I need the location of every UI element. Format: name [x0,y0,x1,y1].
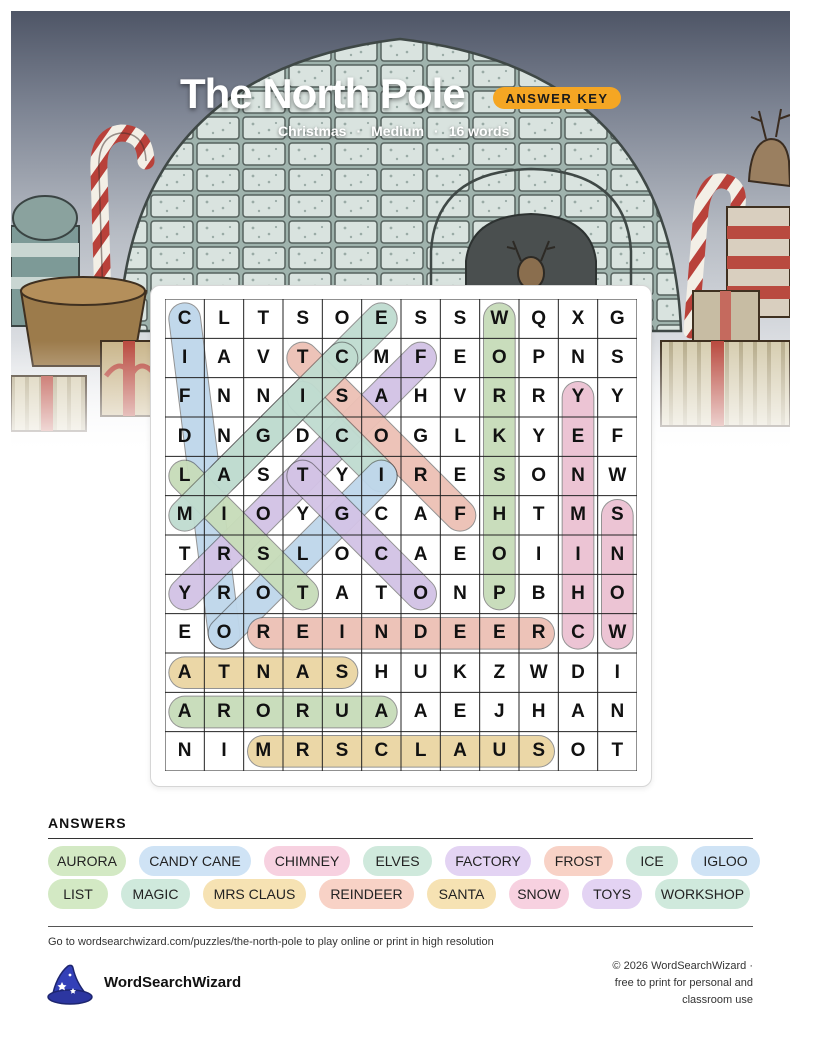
grid-cell: S [492,464,506,486]
grid-cell: E [453,700,467,722]
grid-cell: W [529,661,548,683]
grid-cell: W [490,307,509,329]
grid-cell: E [453,622,467,644]
grid-cell: A [413,504,428,526]
grid-cell: I [378,464,384,486]
grid-cell: N [217,386,231,408]
grid-cell: S [335,740,349,762]
grid-cell: A [571,700,585,722]
grid-cell: N [217,425,231,447]
grid-cell: Q [531,307,547,329]
word-search-grid [165,299,637,771]
grid-cell: L [414,740,427,762]
grid-cell: B [531,582,546,604]
grid-cell: R [256,622,271,644]
grid-cell: M [255,740,272,762]
grid-cell: S [335,386,349,408]
grid-cell: N [453,582,467,604]
grid-cell: I [182,346,188,368]
grid-cell: N [571,346,585,368]
grid-cell: S [256,543,270,565]
category-label: Christmas [278,123,347,139]
grid-cell: A [453,740,467,762]
grid-cell: E [453,464,467,486]
grid-cell: M [373,346,390,368]
grid-cell: R [492,386,507,408]
grid-cell: O [334,543,350,565]
grid-cell: O [334,307,350,329]
grid-cell: Y [571,386,585,408]
answer-chip: WORKSHOP [655,879,750,909]
grid-cell: U [413,661,428,683]
grid-cell: V [453,386,467,408]
grid-cell: E [178,622,191,644]
grid-cell: Y [178,582,191,604]
answer-chip: MRS CLAUS [203,879,306,909]
grid-cell: M [570,504,586,526]
divider [48,838,753,839]
grid-cell: N [610,543,625,565]
grid-cell: L [178,464,191,486]
answer-chip: ELVES [363,846,432,876]
grid-cell: N [610,700,625,722]
grid-cell: F [611,425,624,447]
grid-cell: R [295,700,310,722]
grid-cell: O [491,346,507,368]
answer-chip: ICE [626,846,678,876]
answer-chip: SNOW [509,879,569,909]
grid-cell: G [255,425,271,447]
grid-cell: S [296,307,309,329]
grid-cell: C [374,543,389,565]
grid-cell: I [339,622,345,644]
answer-chip: CANDY CANE [139,846,251,876]
grid-cell: N [571,464,585,486]
answer-chip: REINDEER [319,879,414,909]
grid-cell: D [571,661,585,683]
grid-cell: T [296,346,309,368]
grid-cell: O [491,543,507,565]
grid-cell: K [453,661,467,683]
grid-cell: N [374,622,389,644]
grid-cell: C [335,425,349,447]
grid-cell: R [295,740,310,762]
grid-cell: O [216,622,232,644]
grid-cell: C [571,622,585,644]
grid-cell: W [608,622,627,644]
grid-cell: T [375,582,388,604]
answer-chip: FACTORY [445,846,531,876]
grid-cell: U [335,700,349,722]
grid-cell: A [413,700,428,722]
grid-cell: O [255,504,271,526]
grid-cell: O [255,700,271,722]
grid-cell: C [177,307,192,329]
answer-chip: SANTA [427,879,496,909]
grid-cell: M [176,504,193,526]
grid-cell: C [374,740,389,762]
grid-cell: T [611,740,624,762]
grid-cell: I [614,661,620,683]
grid-cell: K [492,425,507,447]
grid-cell: F [454,504,466,526]
play-online-text: Go to wordsearchwizard.com/puzzles/the-north-pole to play online or print in high resolution [48,936,494,948]
meta-separator: · [356,123,362,139]
grid-cell: T [178,543,191,565]
grid-cell: S [414,307,427,329]
wizard-hat-icon [46,962,94,1006]
grid-cell: T [296,582,309,604]
grid-cell: G [413,425,429,447]
grid-cell: D [295,425,310,447]
grid-cell: E [296,622,309,644]
grid-cell: I [221,740,227,762]
grid-cell: I [536,543,542,565]
grid-cell: O [373,425,389,447]
grid-cell: R [217,582,231,604]
grid-cell: G [334,504,350,526]
grid-cell: Y [610,386,624,408]
grid-cell: A [217,346,231,368]
word-count-label: 16 words [448,123,510,139]
brand-name: WordSearchWizard [104,974,242,991]
grid-cell: W [608,464,627,486]
grid-cell: A [335,582,349,604]
grid-cell: N [256,661,271,683]
grid-cell: H [492,504,507,526]
answers-heading: ANSWERS [48,815,127,831]
grid-cell: D [177,425,192,447]
grid-cell: Z [493,661,506,683]
grid-cell: A [177,700,192,722]
grid-cell: A [374,386,389,408]
grid-cell: A [295,661,310,683]
grid-cell: D [413,622,428,644]
grid-cell: V [256,346,270,368]
answer-chip: LIST [48,879,108,909]
grid-cell: O [609,582,625,604]
grid-cell: A [177,661,192,683]
grid-cell: C [374,504,389,526]
grid-cell: O [531,464,547,486]
answer-chip: TOYS [582,879,642,909]
grid-cell: H [571,582,585,604]
grid-cell: S [335,661,349,683]
grid-cell: Y [532,425,545,447]
grid-cell: S [453,307,467,329]
grid-cell: Y [335,464,349,486]
grid-cell: N [177,740,192,762]
grid-cell: A [374,700,389,722]
grid-cell: T [532,504,545,526]
grid-cell: S [532,740,545,762]
grid-cell: S [610,346,624,368]
grid-cell: I [300,386,306,408]
grid-cell: R [217,700,231,722]
grid-cell: U [492,740,507,762]
grid-cell: L [454,425,466,447]
answer-key-badge: ANSWER KEY [493,87,621,109]
grid-cell: I [575,543,581,565]
grid-cell: R [531,622,546,644]
grid-cell: R [217,543,231,565]
grid-cell: F [178,386,191,408]
grid-cell: G [609,307,625,329]
grid-cell: E [374,307,388,329]
grid-cell: R [531,386,546,408]
answer-chip: IGLOO [691,846,760,876]
answer-chip: AURORA [48,846,126,876]
grid-cell: H [374,661,389,683]
grid-cell: E [453,543,467,565]
grid-cell: J [494,700,505,722]
copyright-line: © 2026 WordSearchWizard · [612,960,753,972]
grid-cell: N [256,386,271,408]
reindeer-icon [749,109,790,186]
grid-cell: O [570,740,586,762]
grid-cell: E [453,346,467,368]
puzzle-meta [278,123,509,139]
answer-chip: CHIMNEY [264,846,350,876]
grid-cell: S [610,504,624,526]
grid-cell: O [255,582,271,604]
grid-cell: C [335,346,349,368]
meta-separator: · [434,123,439,139]
copyright-line: free to print for personal and [614,977,753,989]
grid-cell: O [413,582,429,604]
grid-cell: L [296,543,309,565]
grid-cell: I [221,504,227,526]
copyright-line: classroom use [682,994,753,1006]
grid-cell: E [492,622,506,644]
grid-cell: E [571,425,585,447]
grid-cell: P [492,582,506,604]
grid-cell: T [218,661,230,683]
grid-cell: T [257,307,270,329]
grid-cell: T [296,464,309,486]
grid-cell: P [532,346,545,368]
grid-cell: F [414,346,427,368]
grid-cell: L [218,307,230,329]
answer-chip: MAGIC [121,879,190,909]
grid-cell: H [413,386,428,408]
grid-cell: A [217,464,231,486]
grid-cell: A [413,543,428,565]
answer-chip: FROST [544,846,613,876]
grid-cells [165,299,637,771]
difficulty-label: Medium [371,123,425,139]
grid-cell: H [531,700,546,722]
page-title: The North Pole [180,70,465,117]
copyright-text [553,958,753,1009]
grid-cell: Y [296,504,309,526]
divider [48,926,753,927]
grid-cell: X [571,307,585,329]
grid-cell: S [256,464,270,486]
grid-cell: R [413,464,428,486]
